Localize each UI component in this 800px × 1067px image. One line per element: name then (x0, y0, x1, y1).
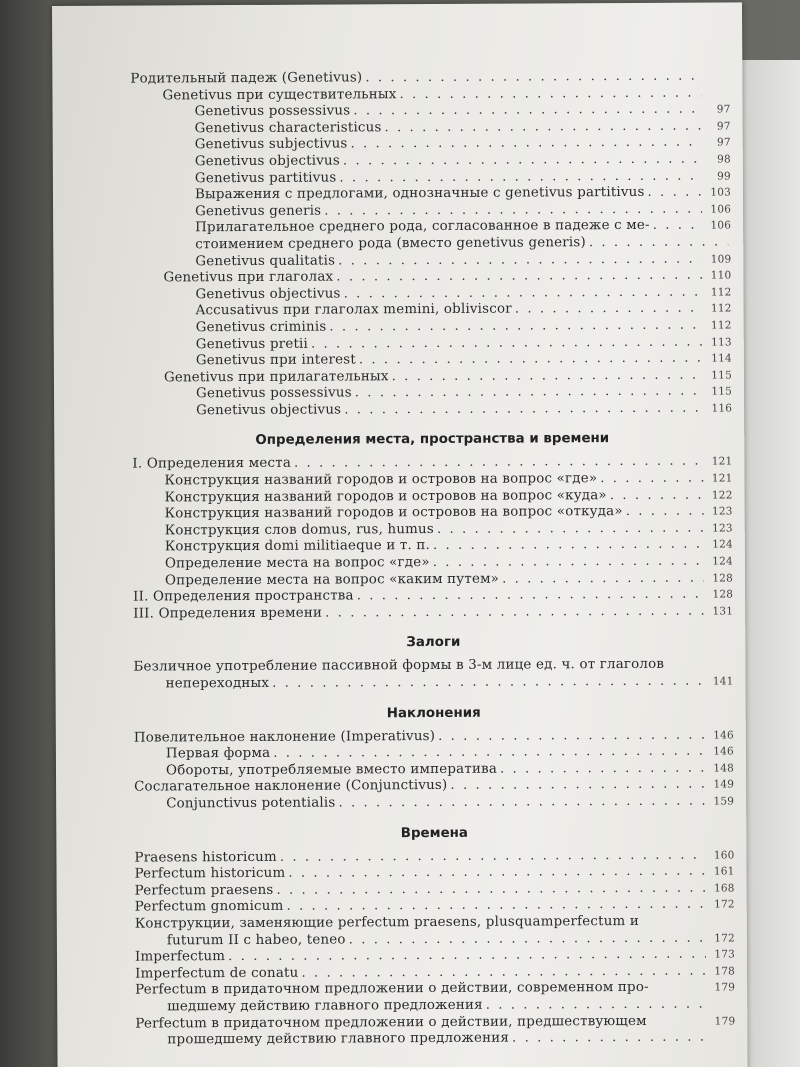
toc-entry-page: 131 (712, 605, 734, 618)
toc-entry-title: Прилагательное среднего рода, согласованное в падеже с ме- (195, 218, 650, 236)
leader-dots (311, 334, 703, 353)
toc-entry-page: 121 (711, 455, 733, 469)
toc-entry-page: 98 (717, 153, 731, 166)
toc-entry-title: Конструкции, заменяющие perfectum praesens, plusquamperfectum и (134, 913, 640, 932)
toc-entry-page: 112 (710, 302, 732, 315)
leader-dots (329, 318, 702, 337)
toc-entry-title: Perfectum в придаточном предложении о действии, предшествующем (135, 1013, 647, 1032)
toc-entry-title: Genetivus criminis (195, 319, 327, 336)
leader-dots (339, 168, 702, 186)
toc-entry-title: Genetivus objectivus (194, 153, 340, 170)
toc-entry (133, 603, 733, 623)
toc-entry-page: 128 (712, 588, 734, 601)
toc-entry-page: 112 (710, 286, 732, 299)
toc-entry-title: шедшему действию главного предложения (167, 997, 483, 1015)
toc-entry-page: 146 (713, 745, 734, 758)
toc-entry-title: Genetivus partitivus (194, 170, 337, 186)
toc-entry-title: Genetivus qualitatis (195, 253, 336, 269)
section-heading: Залоги (406, 635, 461, 651)
leader-dots (438, 727, 705, 745)
leader-dots (653, 218, 702, 235)
toc-entry-title: Genetivus subjectivus (194, 136, 348, 153)
toc-entry-page: 114 (711, 352, 732, 365)
toc-entry-page: 168 (713, 882, 735, 895)
toc-entry-page: 109 (710, 252, 732, 266)
toc-entry-title: II. Определения пространства (133, 588, 354, 605)
toc-entry-continuation-text: стоимением среднего рода (вместо genetivus generis) (195, 235, 586, 253)
toc-entry-title: Praesens historicum (134, 849, 277, 866)
leader-dots (600, 471, 703, 488)
toc-entry-title: Genetivus при прилагательных (163, 368, 389, 386)
toc-entry-title: Genetivus possessivus (195, 385, 352, 402)
toc-entry-page: 179 (714, 981, 736, 994)
toc-entry-title: I. Определения места (132, 456, 292, 473)
toc-entry-page: 160 (713, 849, 735, 862)
leader-dots (626, 504, 704, 521)
leader-dots (301, 963, 706, 982)
toc-entry (134, 793, 734, 813)
leader-dots (486, 996, 707, 1014)
leader-dots (344, 400, 703, 418)
leader-dots (384, 118, 701, 136)
toc-entry-page: 113 (711, 335, 732, 349)
toc-entry-page: 172 (714, 931, 735, 945)
leader-dots (359, 351, 703, 369)
toc-entry-title: Конструкция domi militiaeque и т. п. (164, 538, 431, 555)
toc-entry-title: Конструкция названий городов и островов на вопрос «откуда» (164, 504, 623, 522)
toc-entry-title: Genetivus при существительных (162, 86, 397, 104)
toc-entry-page: 116 (711, 402, 733, 415)
leader-dots (357, 587, 704, 605)
toc-entry-title: futurum II с habeo, teneo (166, 932, 346, 948)
leader-dots (336, 268, 702, 287)
leader-dots (353, 102, 701, 120)
leader-dots (399, 85, 701, 103)
toc-entry-page: 124 (712, 538, 733, 551)
leader-dots (344, 284, 703, 302)
toc-entry-page: 123 (711, 505, 733, 518)
toc-entry-page: 122 (711, 489, 733, 502)
toc-entry-title: Genetivus при глаголах (163, 269, 334, 286)
toc-entry-title: Родительный падеж (Genetivus) (130, 70, 363, 87)
leader-dots (349, 930, 706, 948)
section-heading: Времена (400, 825, 468, 841)
table-of-contents (130, 68, 735, 1049)
leader-dots (392, 367, 703, 385)
leader-dots (450, 777, 705, 795)
toc-entry-title: Повелительное наклонение (Imperativus) (133, 728, 436, 746)
toc-entry-title: Accusativus при глаголах memini, obliviscor (195, 301, 512, 319)
toc-entry-page: 146 (713, 729, 734, 742)
toc-entry-title: Первая форма (165, 746, 271, 762)
toc-entry-title: Conjunctivus potentialis (166, 795, 336, 812)
book-page (52, 2, 748, 1067)
toc-entry-title: Безличное употребление пассивной формы в 3-м лице ед. ч. от глаголов (133, 657, 665, 675)
toc-entry-title: прошедшему действию главного предложения (167, 1030, 510, 1048)
toc-entry-page: 106 (710, 203, 732, 216)
toc-entry-title: Genetivus generis (195, 203, 322, 220)
toc-entry (135, 1030, 735, 1050)
toc-entry-page: 128 (712, 572, 734, 585)
toc-entry (132, 400, 732, 420)
leader-dots (272, 674, 704, 693)
toc-entry-title: Genetivus pretii (195, 336, 309, 352)
section-heading: Определения места, пространства и времени (255, 431, 610, 449)
toc-entry-title: Обороты, употребляемые вместо императива (165, 761, 498, 779)
toc-entry-title: Конструкция названий городов и островов на вопрос «где» (164, 471, 598, 489)
toc-entry (134, 673, 734, 693)
toc-entry-title: Genetivus characteristicus (194, 120, 382, 137)
toc-entry-page: 97 (716, 120, 731, 133)
toc-entry-title: Выражения с предлогами, однозначные с genetivus partitivus (194, 185, 645, 203)
section-heading: Наклонения (386, 705, 481, 721)
toc-entry-title: Perfectum praesens (134, 882, 274, 899)
leader-dots (502, 570, 704, 588)
toc-entry-title: Perfectum в придаточном предложении о действии, современном про- (135, 980, 649, 998)
toc-entry-page: 149 (713, 778, 735, 791)
toc-entry-page: 148 (713, 762, 735, 775)
toc-entry-page: 159 (713, 795, 735, 808)
leader-dots (338, 251, 702, 270)
leader-dots (325, 603, 704, 622)
toc-entry-page: 103 (710, 186, 732, 199)
toc-entry-title: Imperfectum (134, 949, 226, 965)
toc-entry-page: 97 (716, 136, 731, 149)
toc-entry-page: 173 (714, 948, 736, 961)
toc-entry-page: 115 (711, 369, 732, 382)
toc-entry-title: Определение места на вопрос «каким путем» (164, 571, 500, 589)
leader-dots (500, 760, 705, 778)
leader-dots (512, 1030, 706, 1048)
toc-entry-title: Perfectum gnomicum (134, 899, 284, 915)
toc-entry-page: 161 (713, 865, 735, 878)
toc-entry-title: Genetivus objectivus (196, 402, 342, 419)
leader-dots (343, 152, 702, 170)
toc-entry-page: 106 (710, 219, 732, 232)
leader-dots (437, 520, 704, 538)
toc-entry-title: Сослагательное наклонение (Conjunctivus) (134, 778, 448, 795)
leader-dots (433, 537, 704, 555)
toc-entry-title: Конструкция названий городов и островов на вопрос «куда» (164, 487, 607, 506)
leader-dots (324, 201, 702, 220)
toc-entry-page: 179 (714, 1014, 736, 1028)
leader-dots (610, 487, 704, 504)
leader-dots (355, 384, 703, 402)
toc-entry-page: 115 (711, 385, 733, 398)
toc-entry-title: Imperfectum de conatu (135, 965, 299, 982)
leader-dots (338, 794, 705, 813)
toc-entry-title: Genetivus possessivus (194, 103, 351, 120)
toc-entry-title: III. Определения времени (133, 605, 323, 622)
toc-entry-page: 178 (714, 965, 736, 978)
toc-entry-page: 141 (712, 675, 734, 688)
toc-entry-page: 112 (710, 319, 732, 332)
leader-dots (365, 69, 701, 87)
toc-entry-title: Perfectum historicum (134, 865, 286, 882)
toc-entry-page: 172 (714, 898, 735, 911)
toc-entry-page: 121 (711, 472, 733, 485)
toc-entry-page: 110 (710, 269, 732, 282)
toc-entry-page: 97 (716, 103, 731, 116)
leader-dots (647, 185, 702, 202)
leader-dots (515, 301, 703, 319)
toc-entry-title: непереходных (165, 675, 270, 692)
toc-entry-title: Genetivus при interest (195, 352, 356, 369)
toc-entry-page: 123 (712, 522, 733, 535)
leader-dots (589, 234, 728, 251)
toc-entry-title: Genetivus objectivus (195, 286, 341, 302)
leader-dots (433, 554, 704, 572)
toc-entry-page: 99 (717, 170, 731, 183)
toc-entry-title: Конструкция слов domus, rus, humus (164, 521, 434, 539)
leader-dots (350, 135, 701, 153)
toc-entry-title: Определение места на вопрос «где» (164, 555, 430, 572)
toc-entry-page: 124 (712, 555, 733, 568)
